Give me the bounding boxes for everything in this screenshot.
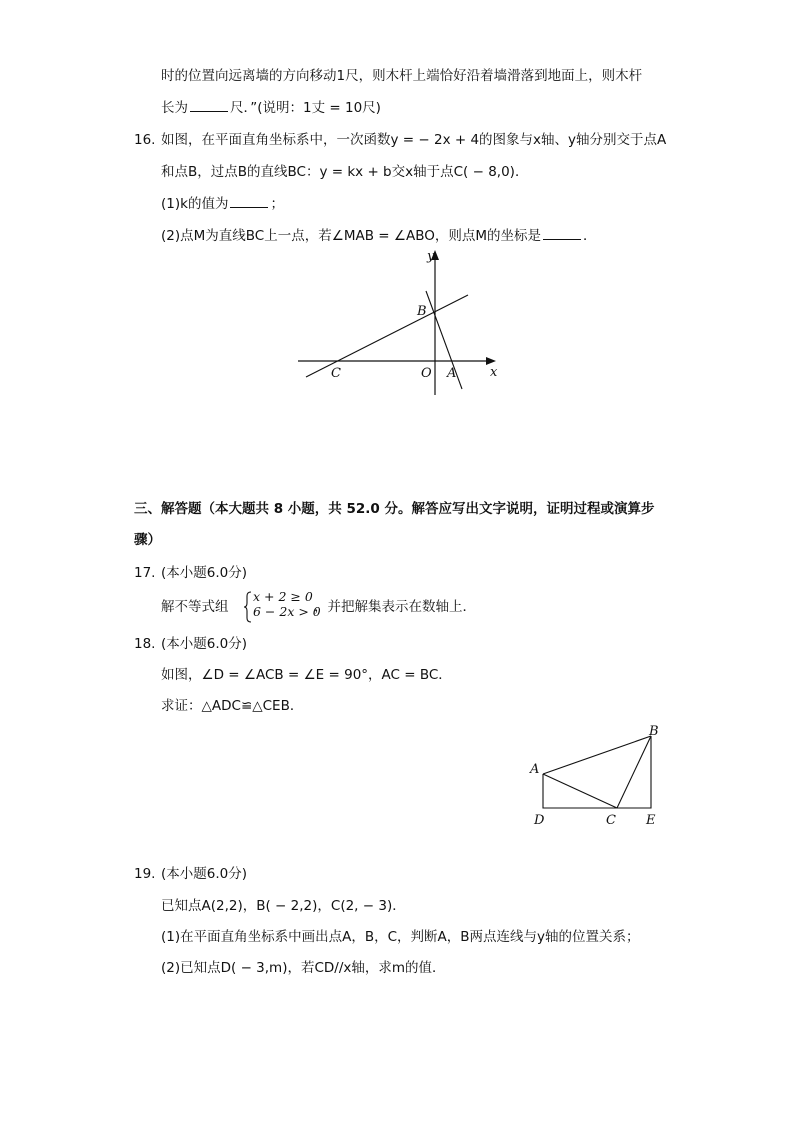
label-c: C — [606, 813, 616, 828]
answer-blank — [230, 195, 268, 208]
q18-line1: 如图，∠D = ∠ACB = ∠E = 90°，AC = BC． — [161, 667, 452, 683]
label-a: A — [530, 762, 540, 777]
q15-line1: 时的位置向远离墙的方向移动1尺，则木杆上端恰好沿着墙滑落到地面上，则木杆 — [161, 68, 643, 84]
q15-line2-b: 尺．”(说明：1丈 = 10尺) — [230, 100, 381, 116]
q19-line3: (2)已知点D( − 3,m)，若CD//x轴，求m的值． — [161, 960, 446, 976]
label-x: x — [490, 365, 498, 380]
q19-score: (本小题6.0分) — [161, 866, 248, 882]
answer-blank — [190, 99, 228, 112]
q15-line2-a: 长为 — [161, 100, 188, 116]
line-bc — [306, 295, 468, 377]
q18-score: (本小题6.0分) — [161, 636, 248, 652]
q18-triangle-figure — [525, 720, 665, 830]
q16-line2: 和点B，过点B的直线BC：y = kx + b交x轴于点C( − 8,0)． — [161, 164, 529, 180]
x-axis-arrow — [486, 357, 496, 365]
section3-heading-line2: 骤） — [134, 532, 161, 548]
q16-part1 — [161, 194, 284, 214]
q16-coordinate-figure — [290, 245, 510, 405]
q19-number: 19. — [134, 866, 156, 882]
q16-part2 — [161, 226, 597, 246]
label-b: B — [417, 304, 427, 319]
q16-line1: 如图，在平面直角坐标系中，一次函数y = − 2x + 4的图象与x轴、y轴分别交于点A — [161, 132, 667, 148]
q17-text-a: 解不等式组 — [161, 599, 229, 615]
segment-ab — [543, 736, 651, 774]
answer-blank — [543, 227, 581, 240]
section3-heading-line1: 三、解答题（本大题共 8 小题，共 52.0 分。解答应写出文字说明，证明过程或演算步 — [134, 501, 655, 517]
q17-text-b: ，并把解集表示在数轴上． — [314, 599, 476, 615]
q16-part1-a: (1)k的值为 — [161, 196, 229, 212]
label-e: E — [646, 813, 656, 828]
inequality-brace — [243, 591, 253, 623]
label-d: D — [534, 813, 545, 828]
label-y: y — [427, 249, 435, 264]
q15-line2 — [161, 98, 381, 118]
q17-inequality-1: x + 2 ≥ 0 — [253, 589, 313, 604]
q17-score: (本小题6.0分) — [161, 565, 248, 581]
q19-line1: 已知点A(2,2)，B( − 2,2)，C(2, − 3)． — [161, 898, 406, 914]
label-o: O — [421, 366, 432, 381]
q18-line2: 求证：△ADC≌△CEB． — [161, 698, 304, 714]
q17-number: 17. — [134, 565, 156, 581]
label-c: C — [331, 366, 341, 381]
label-b: B — [649, 724, 659, 739]
segment-cb — [617, 736, 651, 808]
q16-part2-b: ． — [583, 228, 597, 244]
q16-number: 16. — [134, 132, 156, 148]
q16-part1-b: ； — [270, 196, 284, 212]
q19-line2: (1)在平面直角坐标系中画出点A，B，C，判断A，B两点连线与y轴的位置关系； — [161, 929, 640, 945]
label-a: A — [447, 366, 457, 381]
q16-part2-a: (2)点M为直线BC上一点，若∠MAB = ∠ABO，则点M的坐标是 — [161, 228, 541, 244]
q18-number: 18. — [134, 636, 156, 652]
segment-ac — [543, 774, 617, 808]
rectangle-dae-b — [543, 736, 651, 808]
q17-inequality-2: 6 − 2x > 0 — [253, 604, 321, 619]
